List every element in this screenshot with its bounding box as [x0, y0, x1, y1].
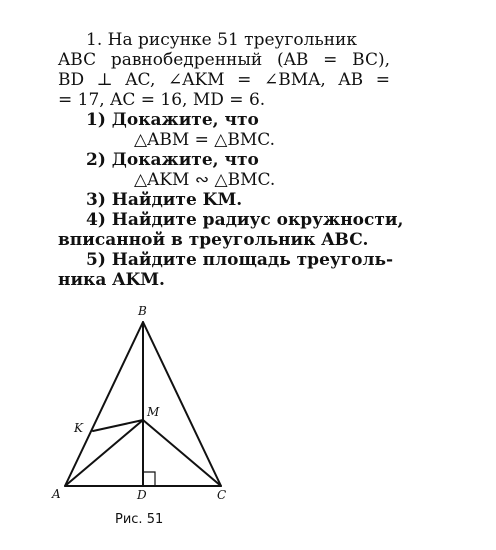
problem-text [58, 30, 404, 290]
label-c: C [217, 488, 227, 502]
task-5: 5) Найдите площадь треуголь- [86, 250, 394, 270]
task-3: 3) Найдите KM. [86, 190, 243, 210]
triangle-figure [40, 298, 240, 508]
task-4-cont: вписанной в треугольник ABC. [58, 230, 369, 250]
task-2-label: 2) Докажите, что [86, 150, 259, 170]
task-4: 4) Найдите радиус окружности, [86, 210, 404, 230]
label-k: K [74, 421, 83, 435]
label-a: A [52, 487, 61, 501]
label-d: D [137, 488, 147, 502]
task-5-cont: ника AKM. [58, 270, 165, 290]
label-b: B [138, 304, 147, 318]
right-angle-mark [143, 472, 155, 486]
problem-line: ABC равнобедренный (AB = BC), [58, 50, 390, 70]
figure-caption: Рис. 51 [115, 512, 164, 527]
problem-line: BD ⊥ AC, ∠AKM = ∠BMA, AB = [58, 70, 390, 90]
task-1-label: 1) Докажите, что [86, 110, 259, 130]
problem-line: = 17, AC = 16, MD = 6. [58, 90, 266, 110]
task-2-formula: △AKM ∾ △BMC. [134, 170, 276, 190]
label-m: M [147, 405, 160, 419]
problem-line: 1. На рисунке 51 треугольник [86, 30, 358, 50]
task-1-formula: △ABM = △BMC. [134, 130, 276, 150]
